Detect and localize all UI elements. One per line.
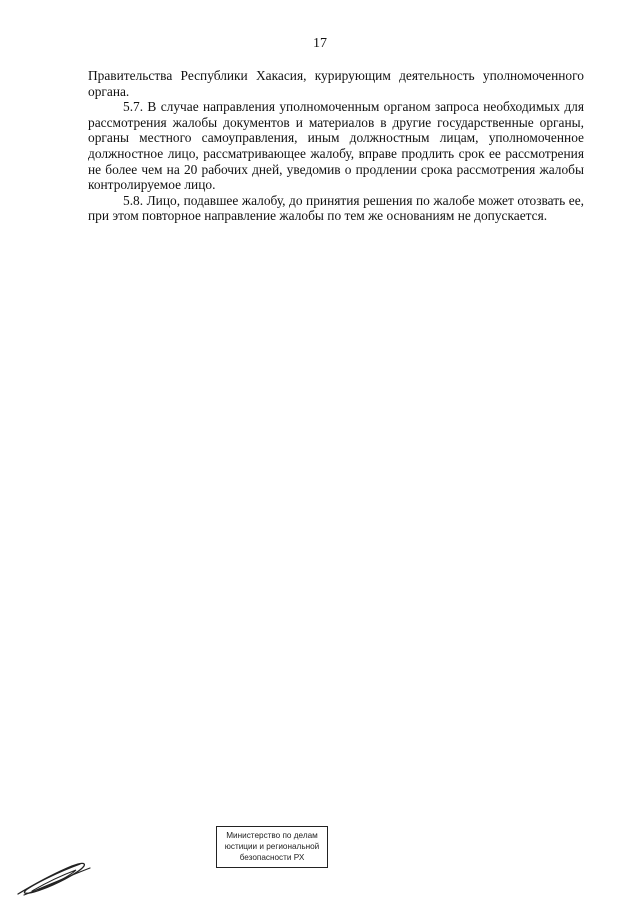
paragraph-5-7: 5.7. В случае направления уполномоченным органом запроса необходимых для рассмотрения жалобы документов и материалов в другие государственные органы, органы местного самоуправления, иным должностным лицам, уполномоченное должностное лицо, рассматривающее жалобу, вправе продлить срок ее рассмотрения не более чем на 20 рабочих дней, уведомив о продлении срока рассмотрения жалобы контролируемое лицо. xyxy=(88,99,584,193)
stamp-line-2: юстиции и региональной xyxy=(224,842,320,851)
document-body xyxy=(88,68,584,224)
registration-stamp xyxy=(216,826,328,868)
page-number: 17 xyxy=(313,36,327,51)
stamp-line-1: Министерство по делам xyxy=(226,831,318,840)
paragraph-continuation: Правительства Республики Хакасия, курирующим деятельность уполномоченного органа. xyxy=(88,68,584,99)
paragraph-5-8: 5.8. Лицо, подавшее жалобу, до принятия решения по жалобе может отозвать ее, при этом повторное направление жалобы по тем же основаниям не допускается. xyxy=(88,192,584,224)
signature-icon xyxy=(14,858,96,898)
stamp-line-3: безопасности РХ xyxy=(239,853,305,862)
